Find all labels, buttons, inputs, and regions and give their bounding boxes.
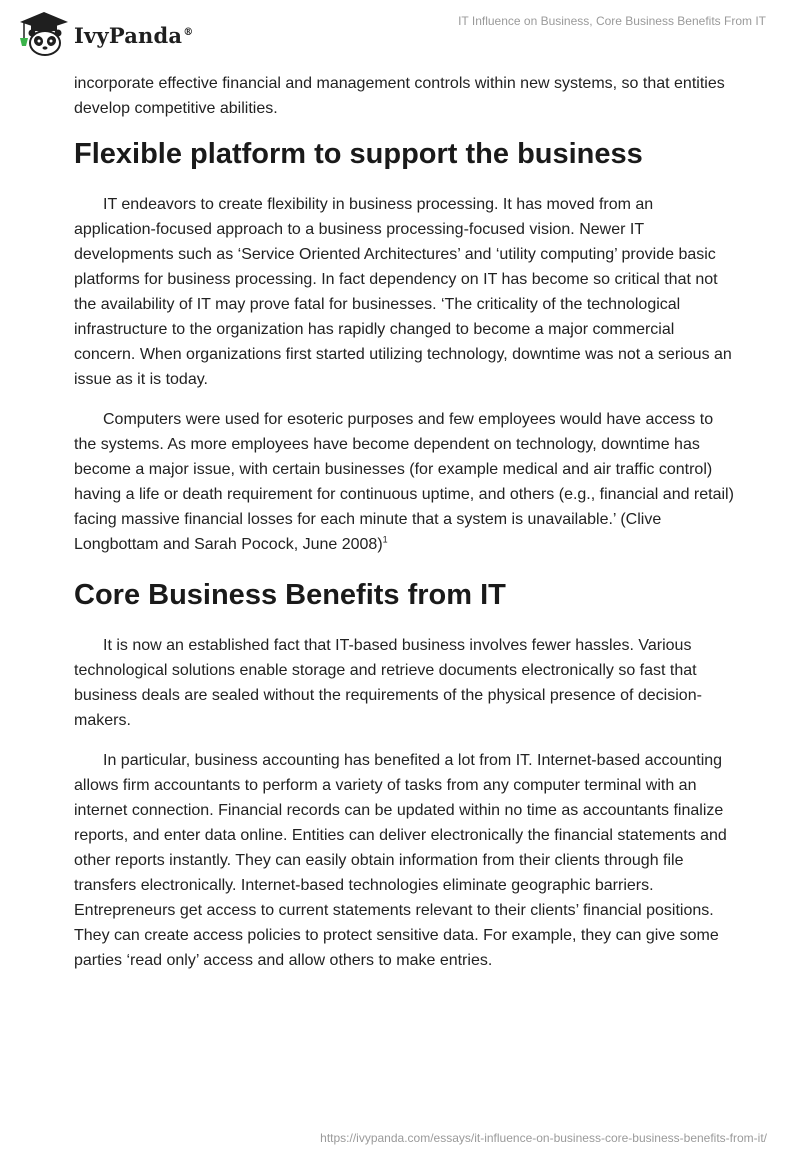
- paragraph-text: Computers were used for esoteric purposes and few employees would have access to the systems. As more employees have become dependent on technology, downtime has become a major issue, with certain businesses (for example medical and air traffic control) having a life or death requirement for continuous uptime, and others (e.g., financial and retail) facing massive financial losses for each minute that a system is unavailable.’ (Clive Longbottam and Sarah Pocock, June 2008): [74, 411, 734, 553]
- paragraph: IT endeavors to create flexibility in business processing. It has moved from an application-focused approach to a business processing-focused vision. Newer IT developments such as ‘Service Oriented Architectures’ and ‘utility computing’ provide basic platforms for business processing. In fact dependency on IT has become so critical that not the availability of IT may prove fatal for businesses. ‘The criticality of the technological infrastructure to the organization has rapidly changed to become a major commercial concern. When organizations first started utilizing technology, downtime was not a serious an issue as it is today.: [74, 196, 732, 388]
- ivypanda-logo[interactable]: [14, 8, 193, 58]
- paragraph: In particular, business accounting has benefited a lot from IT. Internet-based accounting allows firm accountants to perform a variety of tasks from any computer terminal with an internet connection. Financial records can be updated within no time as accountants finalize reports, and enter data online. Entities can deliver electronically the financial statements and other reports instantly. They can easily obtain information from their clients through file transfers electronically. Internet-based technologies eliminate geographic barriers. Entrepreneurs get access to current statements relevant to their clients’ financial positions. They can create access policies to protect sensitive data. For example, they can give some parties ‘read only’ access and allow others to make entries.: [74, 752, 727, 969]
- footnote-reference[interactable]: 1: [382, 534, 388, 545]
- source-url[interactable]: https://ivypanda.com/essays/it-influence-on-business-core-business-benefits-from-it/: [320, 1131, 767, 1145]
- paragraph-with-footnote: [74, 407, 734, 557]
- page-header: [0, 0, 800, 70]
- section-heading-flexible-platform: Flexible platform to support the business: [74, 138, 643, 170]
- essay-content: [74, 71, 734, 988]
- brand-name: IvyPanda®: [74, 22, 194, 48]
- registered-mark: ®: [183, 26, 194, 38]
- paragraph: It is now an established fact that IT-based business involves fewer hassles. Various technological solutions enable storage and retrieve documents electronically so fast that business deals are sealed without the requirements of the physical presence of decision-makers.: [74, 637, 702, 729]
- document-title: IT Influence on Business, Core Business Benefits From IT: [458, 14, 766, 28]
- section-heading-core-benefits: Core Business Benefits from IT: [74, 579, 506, 611]
- panda-logo-icon: [14, 8, 70, 58]
- intro-paragraph: incorporate effective financial and management controls within new systems, so that entities develop competitive abilities.: [74, 75, 725, 117]
